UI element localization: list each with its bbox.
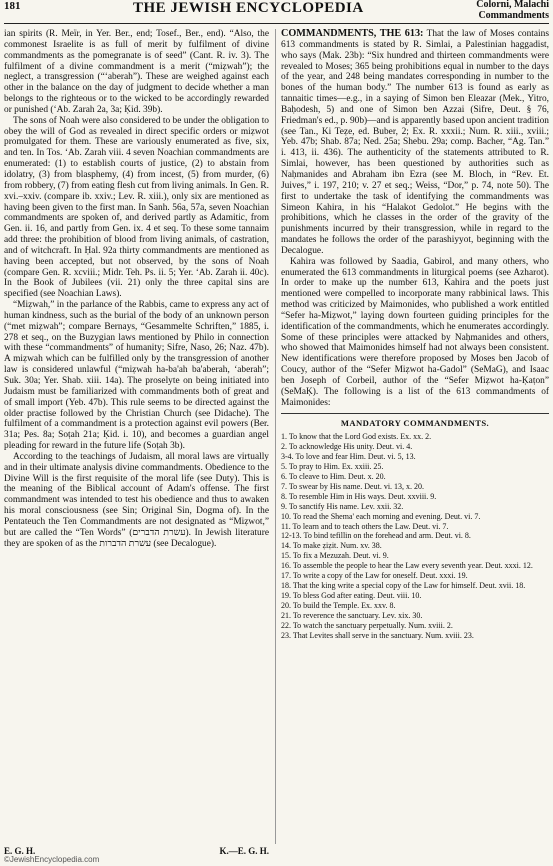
mandatory-commandments-section xyxy=(281,413,549,641)
commandment-item: 5. To pray to Him. Ex. xxiii. 25. xyxy=(281,462,384,472)
right-paragraph-2: Kahira was followed by Saadia, Gabirol, and many others, who enumerated the 613 commandments in liturgical poems (see Azharot). In order to make up the number 613, Kahira and the poets just mentioned were compelled to incorporate many rabbinical laws. This method was criticized by Maimonides, who published a work entitled “Sefer ha-Miẓwot,” laying down fourteen guiding principles for the identification of the commandments, which he enumerates accordingly. Some of these principles were attacked by Naḥmanides and others, who showed that Maimonides himself had not always been consistent. New identifications were therefore proposed by Moses ben Jacob of Coucy, author of the “Sefer Miẓwot ha-Gadol” (SeMaG), and Isaac ben Joseph of Corbeil, author of the “Sefer Miẓwot ha-Ḳaṭon” (SeMaḲ). The following is a list of the 613 commandments of Maimonides: xyxy=(281,256,549,408)
commandment-item: 9. To sanctify His name. Lev. xxii. 32. xyxy=(281,501,404,511)
mandatory-commandments-list xyxy=(281,432,549,640)
left-column xyxy=(4,29,269,844)
header-rule xyxy=(4,23,549,24)
commandment-item: 16. To assemble the people to hear the Law every seventh year. Deut. xxxi. 12. xyxy=(281,561,533,571)
commandment-item: 1. To know that the Lord God exists. Ex. xx. 2. xyxy=(281,432,432,442)
commandment-item: 23. That Levites shall serve in the sanctuary. Num. xviii. 23. xyxy=(281,630,474,640)
commandment-item: 8. To resemble Him in His ways. Deut. xxviii. 9. xyxy=(281,491,437,501)
mandatory-commandments-title: MANDATORY COMMANDMENTS. xyxy=(340,417,490,428)
article-headword: COMMANDMENTS, THE 613: xyxy=(281,29,424,39)
commandment-item: 20. To build the Temple. Ex. xxv. 8. xyxy=(281,600,396,610)
commandment-item: 10. To read the Shema' each morning and evening. Deut. vi. 7. xyxy=(281,511,481,521)
right-paragraph-1: That the law of Moses contains 613 commandments is stated by R. Simlai, a Palestinian haggadist, who says (Mak. 23b): “Six hundred and thirteen commandments were revealed to Moses; 365 being prohibitions equal in number to the days of the year, and 248 being mandates corresponding in number to the bones of the human body.” The number 613 is found as early as tannaitic times—e.g., in a saying of Simon ben Eleazar (Mek., Yitro, Baḥodesh, 5) and one of Simon ben Azzai (Sifre, Deut. § 76, Friedman's ed., p. 90b)—and is apparently based upon ancient tradition (see Tan., Ki Teẓe, ed. Buber, 2; Ex. R. xxxii.; Num. R. xiii., xviii.; Yeb. 47b; Shab. 87a; Ned. 25a; Shebu. 29a; comp. Bacher, “Ag. Tan.” i. 413, ii. 436). The authenticity of the statements attributed to R. Simlai, however, has been questioned by authorities such as Naḥmanides and Abraham ibn Ezra (see M. Bloch, in “Rev. Et. Juives,” i. 197, 210; v. 27 et seq.; Weiss, “Dor,” p. 74, note 50). The first to undertake the task of identifying the commandments was Simeon Kahira, in his “Halakot Gedolot.” He begins with the prohibitions, which he classes in the order of the gravity of the punishments incurred by their transgression, while in regard to the mandates he follows the order of the parashiyyot, beginning with the Decalogue. xyxy=(281,29,549,256)
article-intro xyxy=(281,29,549,257)
page-number: 181 xyxy=(4,0,21,12)
left-paragraph-4: According to the teachings of Judaism, all moral laws are virtually and in their ultimate analysis divine commandments. Obedience to the Divine Will is the first requisite of the moral life (see Duty). This is the meaning of the Biblical account of Adam's offense. The first commandment was intended to test his obedience and thus to awaken his moral consciousness (see Sin; Original Sin, Dogma of). In the Pentateuch the Ten Commandments are not designated as “Miẓwot,” but are called the “Ten Words” (עשרת הדברים). In Jewish literature they are spoken of as the עשרת הדברות (see Decalogue). xyxy=(4,451,269,549)
commandment-item: 6. To cleave to Him. Deut. x. 20. xyxy=(281,472,386,481)
running-head-line1: Colorni, Malachi xyxy=(476,0,549,10)
page-header xyxy=(4,0,549,24)
commandment-item: 3-4. To love and fear Him. Deut. vi. 5, 13. xyxy=(281,452,416,462)
commandment-item: 18. That the king write a special copy of the Law for himself. Deut. xvii. 18. xyxy=(281,580,526,590)
running-head xyxy=(476,0,549,21)
commandment-item: 2. To acknowledge His unity. Deut. vi. 4. xyxy=(281,442,413,452)
copyright-notice: ©JewishEncyclopedia.com xyxy=(4,855,100,864)
left-paragraph-1: ian spirits (R. Meïr, in Yer. Ber., end; Tosef., Ber., end). “Also, the commonest Israelite is as full of merit by fulfilment of divine commandments as the pomegranate is of seed” (Cant. R. iv. 3). The fulfilment of a divine commandment is a merit (“miẓwah”); the neglect, a transgression (“ʻaberah”). These are weighed against each other in the balance on the day of judgment to decide whether a man belongs to the righteous or to the wicked to be accordingly rewarded or punished (ʻAb. Zarah 2a, 3a; Ḳid. 39b). xyxy=(4,29,269,115)
commandment-item: 17. To write a copy of the Law for oneself. Deut. xxxi. 19. xyxy=(281,571,468,581)
commandment-item: 21. To reverence the sanctuary. Lev. xix. 30. xyxy=(281,610,423,620)
commandment-item: 15. To fix a Mezuzah. Deut. vi. 9. xyxy=(281,551,389,561)
running-head-line2: Commandments xyxy=(478,9,549,21)
commandment-item: 19. To bless God after eating. Deut. viii. 10. xyxy=(281,590,422,600)
commandment-item: 11. To learn and to teach others the Law. Deut. vi. 7. xyxy=(281,521,449,531)
footer-signature-right: K.—E. G. H. xyxy=(219,846,269,856)
column-divider xyxy=(275,29,276,844)
commandment-item: 22. To watch the sanctuary perpetually. Num. xviii. 2. xyxy=(281,620,453,630)
commandment-item: 7. To swear by His name. Deut. vi. 13, x. 20. xyxy=(281,481,425,491)
journal-title: THE JEWISH ENCYCLOPEDIA xyxy=(133,0,364,16)
left-paragraph-2: The sons of Noah were also considered to be under the obligation to obey the will of God as revealed in direct specific orders or miẓwot promulgated for them. These are variously enumerated as five, six, and ten. In Tos. ʻAb. Zarah viii. 4 seven Noachian commandments are enumerated: (1) to establish courts of justice, (2) to abstain from idolatry, (3) from blasphemy, (4) from incest, (5) from murder, (6) from robbery, (7) from eating flesh cut from living animals. In Gen. R. xvi.–xxiv. (compare ib. xxiv.; Lev. R. xiii.), only six are mentioned as having been given to the first man. In Sanh. 56a, 57a, seven Noachian commandments are spoken of, and derived partly as Adamitic, from Gen. ii. 16, and partly from Gen. ix. 4 et seq. To these some tannaim add three: the prohibition of blood from living animals, of castration, and of witchcraft. In Ḥal. 92a thirty commandments are mentioned as having been accepted, but not observed, by the sons of Noah (compare Gen. R. xcviii.; Midr. Teh. Ps. ii. 5; Yer. ʻAb. Zarah ii. 40c). In the Book of Jubilees (vii. 21) only the three capital sins are specified (see Noachian Laws). xyxy=(4,115,269,300)
left-paragraph-3: “Miẓwah,” in the parlance of the Rabbis, came to express any act of human kindness, such as the burial of the body of an unknown person (“met miẓwah”; compare Bernays, “Gesammelte Schriften,” 1885, i. 278 et seq., on the Buzygian laws mentioned by Philo in connection with these “commandments” of humanity; Sifre, Naso, 26; Naz. 47b). A miẓwah which can be fulfilled only by the transgression of another law is considered unlawful (“miẓwah ha-ba'ah ba'aberah, ʻaberah”; Suk. 30a; Yer. Shab. xiii. 14a). The proselyte on being initiated into Judaism must be familiarized with commandments both of great and of small import (Yeb. 47b). This rule seems to be directed against the older practise followed by the Christian Church (see Didache). The fulfilment of a commandment is a protection against evil powers (Ber. 31a; Pes. 8a; Soṭah 21a; Ḳid. i. 10), and becomes a guardian angel pleading for reward in the future life (Soṭah 3b). xyxy=(4,300,269,452)
commandment-item: 14. To make ẓiẓit. Num. xv. 38. xyxy=(281,541,382,551)
footer-signature-left: E. G. H. xyxy=(4,846,36,856)
commandment-item: 12-13. To bind tefillin on the forehead and arm. Deut. vi. 8. xyxy=(281,531,471,541)
right-column xyxy=(281,29,549,844)
